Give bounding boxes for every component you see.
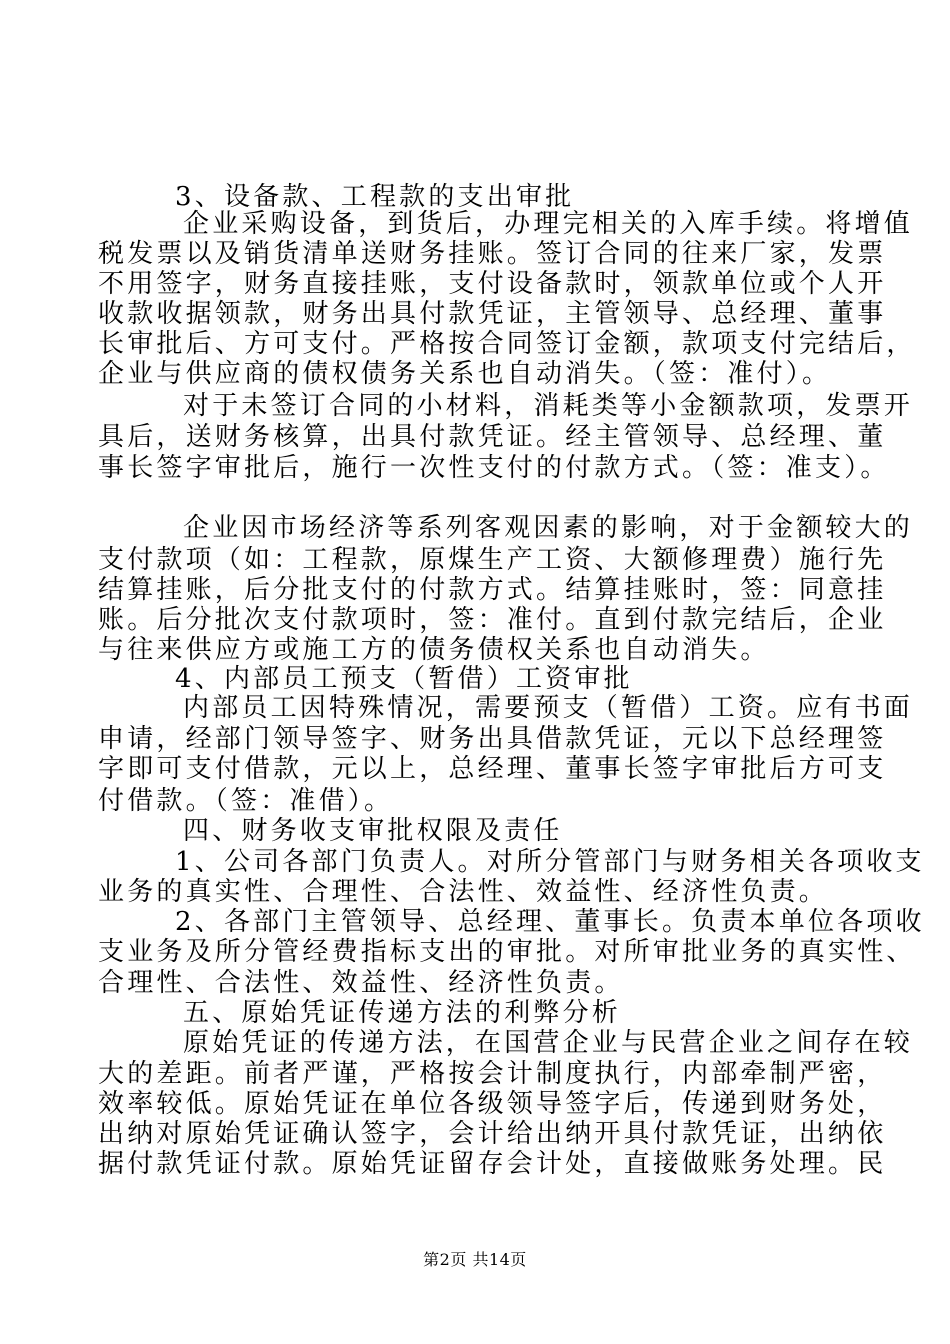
paragraph-line: 企业采购设备，到货后，办理完相关的入库手续。将增值 bbox=[183, 209, 914, 239]
paragraph-line: 对于未签订合同的小材料，消耗类等小金额款项，发票开 bbox=[183, 391, 914, 421]
paragraph-line: 2、各部门主管领导、总经理、董事长。负责本单位各项收 bbox=[175, 907, 925, 937]
paragraph-line: 业务的真实性、合理性、合法性、效益性、经济性负责。 bbox=[98, 877, 829, 907]
paragraph-line: 事长签字审批后，施行一次性支付的付款方式。（签：准支）。 bbox=[98, 453, 890, 483]
paragraph-line: 具后，送财务核算，出具付款凭证。经主管领导、总经理、董 bbox=[98, 422, 887, 452]
paragraph-line: 企业与供应商的债权债务关系也自动消失。（签：准付）。 bbox=[98, 359, 832, 389]
paragraph-line: 据付款凭证付款。原始凭证留存会计处，直接做账务处理。民 bbox=[98, 1149, 887, 1179]
paragraph-line: 效率较低。原始凭证在单位各级领导签字后，传递到财务处， bbox=[98, 1089, 887, 1119]
section-heading: 4、内部员工预支（暂借）工资审批 bbox=[175, 664, 633, 694]
paragraph-line: 出纳对原始凭证确认签字，会计给出纳开具付款凭证，出纳依 bbox=[98, 1119, 887, 1149]
paragraph-line: 支付款项（如：工程款，原煤生产工资、大额修理费）施行先 bbox=[98, 545, 887, 575]
paragraph-line: 内部员工因特殊情况，需要预支（暂借）工资。应有书面 bbox=[183, 693, 914, 723]
paragraph-line: 企业因市场经济等系列客观因素的影响，对于金额较大的 bbox=[183, 513, 914, 543]
section-heading: 四、财务收支审批权限及责任 bbox=[183, 816, 563, 846]
paragraph-line: 付借款。（签：准借）。 bbox=[98, 786, 394, 816]
paragraph-line: 与往来供应方或施工方的债务债权关系也自动消失。 bbox=[98, 635, 770, 665]
page-number: 第2页 共14页 bbox=[423, 1250, 527, 1269]
section-heading: 3、设备款、工程款的支出审批 bbox=[175, 182, 575, 212]
section-heading: 五、原始凭证传递方法的利弊分析 bbox=[183, 998, 622, 1028]
paragraph-line: 原始凭证的传递方法，在国营企业与民营企业之间存在较 bbox=[183, 1028, 914, 1058]
paragraph-line: 不用签字，财务直接挂账，支付设备款时，领款单位或个人开 bbox=[98, 269, 887, 299]
paragraph-line: 大的差距。前者严谨，严格按会计制度执行，内部牵制严密， bbox=[98, 1059, 887, 1089]
paragraph-line: 支业务及所分管经费指标支出的审批。对所审批业务的真实性、 bbox=[98, 937, 916, 967]
paragraph-line: 字即可支付借款，元以上，总经理、董事长签字审批后方可支 bbox=[98, 754, 887, 784]
paragraph-line: 1、公司各部门负责人。对所分管部门与财务相关各项收支 bbox=[175, 847, 925, 877]
paragraph-line: 税发票以及销货清单送财务挂账。签订合同的往来厂家，发票 bbox=[98, 239, 887, 269]
paragraph-line: 账。后分批次支付款项时，签：准付。直到付款完结后，企业 bbox=[98, 605, 887, 635]
paragraph-line: 申请，经部门领导签字、财务出具借款凭证，元以下总经理签 bbox=[98, 724, 887, 754]
paragraph-line: 收款收据领款，财务出具付款凭证，主管领导、总经理、董事 bbox=[98, 299, 887, 329]
paragraph-line: 结算挂账，后分批支付的付款方式。结算挂账时，签：同意挂 bbox=[98, 575, 887, 605]
paragraph-line: 长审批后、方可支付。严格按合同签订金额，款项支付完结后， bbox=[98, 329, 916, 359]
paragraph-line: 合理性、合法性、效益性、经济性负责。 bbox=[98, 968, 624, 998]
